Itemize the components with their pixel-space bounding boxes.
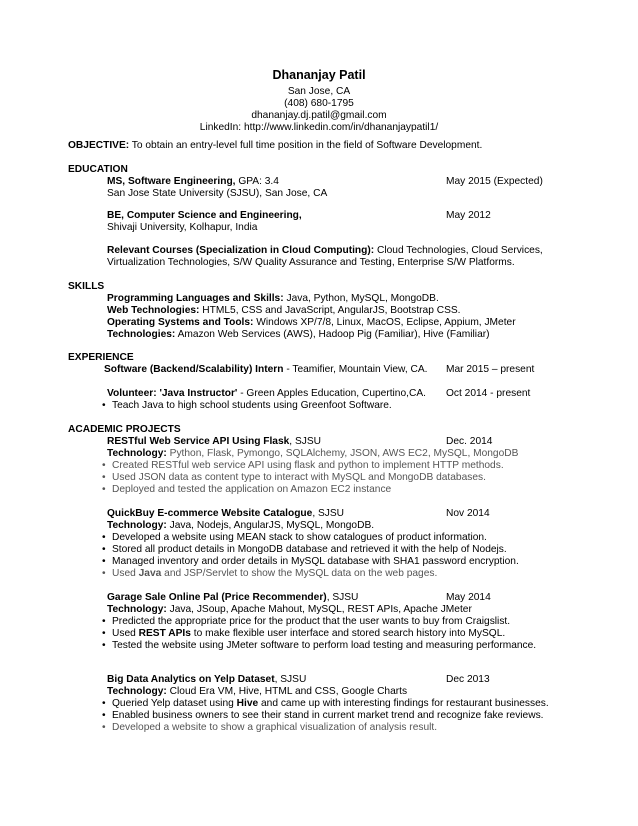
skill-tech-value: Amazon Web Services (AWS), Hadoop Pig (Familiar), Hive (Familiar) [177, 329, 490, 340]
project-4-bullet-2 [102, 710, 544, 722]
project-4-bullet-1-text-a: Queried Yelp dataset using [112, 698, 234, 709]
ms-degree-line [107, 176, 279, 188]
project-3-org: , SJSU [326, 592, 359, 603]
bullet-icon: • [102, 698, 106, 709]
project-3-bullet-2-text-c: to make flexible user interface and stored search history into MySQL. [193, 628, 506, 639]
job-2-date: Oct 2014 - present [446, 388, 531, 399]
bullet-icon: • [102, 722, 106, 733]
project-2-title-line [107, 508, 344, 520]
project-2-date: Nov 2014 [446, 508, 490, 519]
project-2-bullet-3 [102, 556, 519, 568]
project-3-bullet-1-text: Predicted the appropriate price for the product that the user wants to buy from Craigslist. [112, 616, 511, 627]
job-2 [107, 388, 426, 400]
project-3-bullet-3 [102, 640, 537, 652]
candidate-name: Dhananjay Patil [272, 68, 366, 82]
skill-web-value: HTML5, CSS and JavaScript, AngularJS, Bootstrap CSS. [202, 305, 461, 316]
project-4-bullet-3 [102, 722, 438, 734]
objective-label: OBJECTIVE: [68, 140, 130, 151]
project-3-bullet-2 [102, 628, 506, 640]
job-2-title-b: 'Java Instructor' [159, 388, 238, 399]
bullet-icon: • [102, 532, 106, 543]
be-degree: BE, Computer Science and Engineering, [107, 210, 302, 221]
bullet-icon: • [102, 616, 106, 627]
project-1-org: , SJSU [289, 436, 321, 447]
project-4-tech-label: Technology: [107, 686, 167, 697]
project-3-title: Garage Sale Online Pal (Price Recommender) [107, 592, 327, 603]
project-3-bullet-2-text-a: Used [112, 628, 136, 639]
project-1-tech-label: Technology: [107, 448, 167, 459]
project-4-tech-value: Cloud Era VM, Hive, HTML and CSS, Google Charts [169, 686, 408, 697]
ms-date: May 2015 (Expected) [446, 176, 543, 187]
bullet-icon: • [102, 710, 106, 721]
skill-programming [107, 293, 439, 305]
job-1-date: Mar 2015 – present [446, 364, 535, 375]
skill-web-label: Web Technologies: [107, 305, 200, 316]
job-2-bullet-text: Teach Java to high school students using Greenfoot Software. [112, 400, 392, 411]
project-4-title: Big Data Analytics on Yelp Dataset [107, 674, 275, 685]
ms-gpa: GPA: 3.4 [238, 176, 279, 187]
job-1 [104, 364, 428, 376]
project-1-date: Dec. 2014 [446, 436, 493, 447]
project-1-title-line [107, 436, 321, 448]
ms-school: San Jose State University (SJSU), San Jose, CA [107, 188, 328, 199]
bullet-icon: • [102, 640, 106, 651]
project-3-tech-label: Technology: [107, 604, 167, 615]
skill-os [107, 317, 516, 329]
project-2-tech-label: Technology: [107, 520, 167, 531]
bullet-icon: • [102, 472, 106, 483]
project-2-bullet-4 [102, 568, 438, 580]
linkedin: LinkedIn: http://www.linkedin.com/in/dhananjaypatil1/ [199, 122, 439, 133]
project-2-bullet-3-text: Managed inventory and order details in MySQL database with SHA1 password encryption. [112, 556, 519, 567]
skill-os-value: Windows XP/7/8, Linux, MacOS, Eclipse, Appium, JMeter [256, 317, 516, 328]
project-3-bullet-2-text-b: REST APIs [138, 628, 191, 639]
project-1-bullet-1 [102, 460, 504, 472]
project-4-bullet-1-text-c: and came up with interesting findings for restaurant businesses. [261, 698, 549, 709]
project-2-bullet-2 [102, 544, 507, 556]
courses-line-1 [107, 245, 543, 257]
project-1-bullet-1-text: Created RESTful web service API using flask and python to implement HTTP methods. [112, 460, 504, 471]
skill-technologies [107, 329, 490, 341]
bullet-icon: • [102, 628, 106, 639]
project-3-date: May 2014 [446, 592, 491, 603]
projects-heading: ACADEMIC PROJECTS [68, 424, 181, 435]
objective [68, 140, 482, 152]
project-1-bullet-3-text: Deployed and tested the application on Amazon EC2 instance [112, 484, 392, 495]
bullet-icon: • [102, 568, 106, 579]
project-2-tech-value: Java, Nodejs, AngularJS, MySQL, MongoDB. [169, 520, 375, 531]
project-2-org: , SJSU [312, 508, 345, 519]
project-3-tech [107, 604, 472, 616]
location: San Jose, CA [287, 86, 351, 97]
skills-heading: SKILLS [68, 281, 105, 292]
project-2-bullet-4-text-b: Java [138, 568, 162, 579]
skill-programming-label: Programming Languages and Skills: [107, 293, 284, 304]
job-2-bullet [102, 400, 392, 412]
bullet-icon: • [102, 400, 106, 411]
project-4-bullet-1 [102, 698, 549, 710]
project-1-tech [107, 448, 518, 460]
skill-web [107, 305, 461, 317]
experience-heading: EXPERIENCE [68, 352, 134, 363]
project-4-bullet-1-text-b: Hive [236, 698, 259, 709]
project-4-tech [107, 686, 407, 698]
project-1-bullet-3 [102, 484, 392, 496]
phone: (408) 680-1795 [284, 98, 354, 109]
project-3-bullet-1 [102, 616, 511, 628]
project-4-date: Dec 2013 [446, 674, 490, 685]
be-school: Shivaji University, Kolhapur, India [107, 222, 258, 233]
project-2-bullet-4-text-a: Used [112, 568, 136, 579]
skill-tech-label: Technologies: [107, 329, 176, 340]
project-1-title: RESTful Web Service API Using Flask [107, 436, 290, 447]
project-3-bullet-3-text: Tested the website using JMeter software to perform load testing and measuring performance. [112, 640, 537, 651]
bullet-icon: • [102, 556, 106, 567]
job-1-title: Software (Backend/Scalability) Intern [104, 364, 284, 375]
skill-programming-value: Java, Python, MySQL, MongoDB. [286, 293, 439, 304]
email: dhananjay.dj.patil@gmail.com [251, 110, 387, 121]
project-4-bullet-2-text: Enabled business owners to see their stand in current market trend and recognize fake reviews. [112, 710, 544, 721]
ms-degree: MS, Software Engineering, [107, 176, 236, 187]
project-2-tech [107, 520, 374, 532]
education-heading: EDUCATION [68, 164, 128, 175]
be-date: May 2012 [446, 210, 491, 221]
courses-text-2: Virtualization Technologies, S/W Quality Assurance and Testing, Enterprise S/W Platforms. [107, 257, 515, 268]
project-1-bullet-2 [102, 472, 486, 484]
project-2-bullet-1-text: Developed a website using MEAN stack to show catalogues of product information. [112, 532, 487, 543]
project-2-bullet-1 [102, 532, 487, 544]
bullet-icon: • [102, 484, 106, 495]
project-4-org: , SJSU [274, 674, 307, 685]
project-4-bullet-3-text: Developed a website to show a graphical visualization of analysis result. [112, 722, 438, 733]
project-1-tech-value: Python, Flask, Pymongo, SQLAlchemy, JSON, AWS EC2, MySQL, MongoDB [169, 448, 519, 459]
project-4-title-line [107, 674, 306, 686]
skill-os-label: Operating Systems and Tools: [107, 317, 254, 328]
project-2-bullet-4-text-c: and JSP/Servlet to show the MySQL data on the web pages. [164, 568, 438, 579]
project-3-tech-value: Java, JSoup, Apache Mahout, MySQL, REST APIs, Apache JMeter [169, 604, 472, 615]
project-3-title-line [107, 592, 358, 604]
objective-text: To obtain an entry-level full time position in the field of Software Development. [131, 140, 483, 151]
job-2-title-a: Volunteer: [107, 388, 157, 399]
bullet-icon: • [102, 460, 106, 471]
courses-label: Relevant Courses (Specialization in Cloud Computing): [107, 245, 375, 256]
project-2-bullet-2-text: Stored all product details in MongoDB database and retrieved it with the help of Nodejs. [112, 544, 507, 555]
project-2-title: QuickBuy E-commerce Website Catalogue [107, 508, 313, 519]
bullet-icon: • [102, 544, 106, 555]
project-1-bullet-2-text: Used JSON data as content type to interact with MySQL and MongoDB databases. [112, 472, 486, 483]
job-1-org: - Teamifier, Mountain View, CA. [286, 364, 428, 375]
job-2-org: - Green Apples Education, Cupertino,CA. [240, 388, 426, 399]
courses-text-1: Cloud Technologies, Cloud Services, [377, 245, 543, 256]
